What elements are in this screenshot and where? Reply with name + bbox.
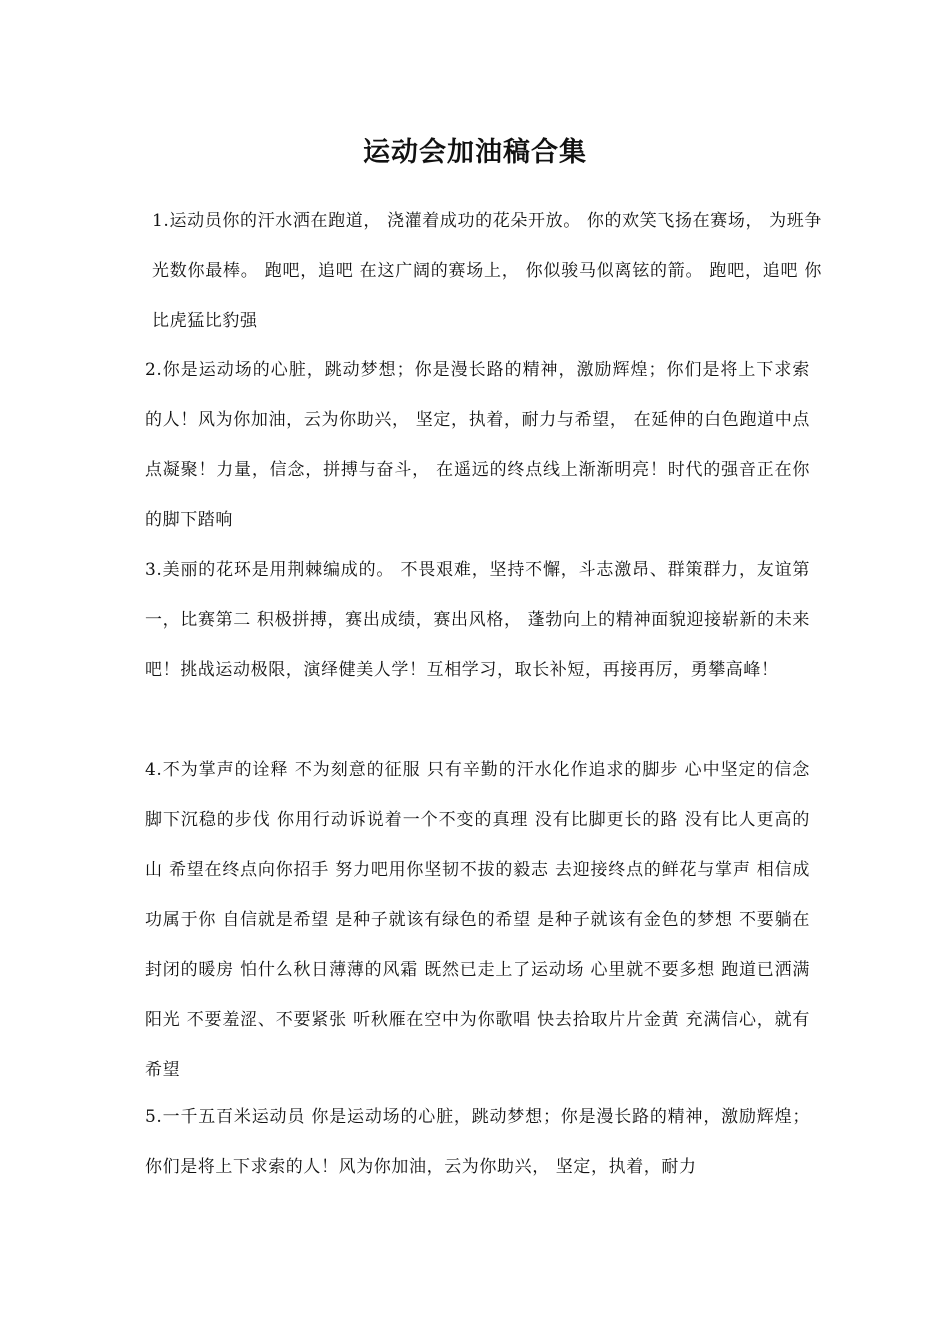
paragraph-2: 2.你是运动场的心脏，跳动梦想；你是漫长路的精神，激励辉煌；你们是将上下求索的人！风为你加油，云为你助兴， 坚定，执着，耐力与希望， 在延伸的白色跑道中点点凝聚！力量，信念，拼搏与奋斗， 在遥远的终点线上渐渐明亮！时代的强音正在你的脚下踏响	[145, 360, 810, 530]
paragraph-4: 4.不为掌声的诠释 不为刻意的征服 只有辛勤的汗水化作追求的脚步 心中坚定的信念 脚下沉稳的步伐 你用行动诉说着一个不变的真理 没有比脚更长的路 没有比人更高的山 希望在终点向你招手 努力吧用你坚韧不拔的毅志 去迎接终点的鲜花与掌声 相信成功属于你 自信就是希望 是种子就该有绿色的希望 是种子就该有金色的梦想 不要躺在封闭的暖房 怕什么秋日薄薄的风霜 既然已走上了运动场 心里就不要多想 跑道已洒满阳光 不要羞涩、不要紧张 听秋雁在空中为你歌唱 快去拾取片片金黄 充满信心，就有希望	[145, 760, 810, 1080]
paragraph-1: 1.运动员你的汗水洒在跑道， 浇灌着成功的花朵开放。 你的欢笑飞扬在赛场， 为班争光数你最棒。 跑吧，追吧 在这广阔的赛场上， 你似骏马似离铉的箭。 跑吧，追吧 你比虎猛比豹强	[152, 211, 822, 331]
paragraph-5: 5.一千五百米运动员 你是运动场的心脏，跳动梦想；你是漫长路的精神，激励辉煌；你们是将上下求索的人！风为你加油，云为你助兴， 坚定，执着，耐力	[145, 1107, 810, 1177]
paragraph-3: 3.美丽的花环是用荆棘编成的。 不畏艰难，坚持不懈，斗志激昂、群策群力，友谊第一，比赛第二 积极拼搏，赛出成绩，赛出风格， 蓬勃向上的精神面貌迎接崭新的未来吧！挑战运动极限，演绎健美人学！互相学习，取长补短，再接再厉，勇攀高峰！	[145, 560, 810, 680]
document-title: 运动会加油稿合集	[363, 137, 587, 168]
